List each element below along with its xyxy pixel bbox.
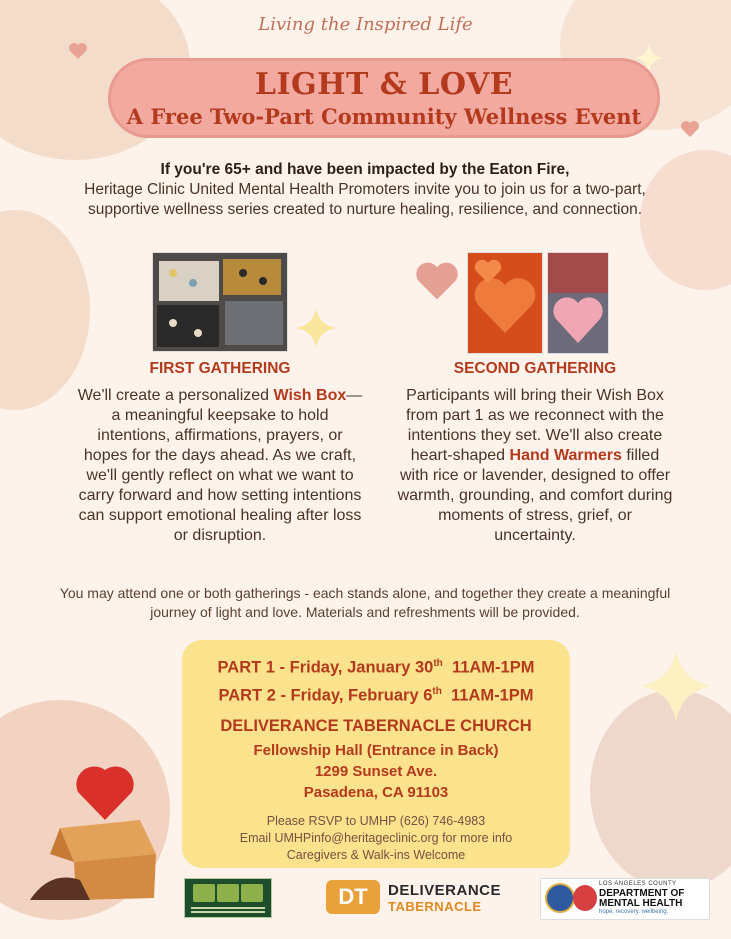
title-banner	[108, 58, 660, 138]
email-line: Email UMHPinfo@heritageclinic.org for more info	[239, 831, 513, 845]
sparkle-icon	[640, 650, 712, 722]
rsvp-line: Please RSVP to UMHP (626) 746-4983	[266, 814, 486, 828]
part-2-time: 11AM-1PM	[451, 686, 534, 704]
first-gathering-title: FIRST GATHERING	[149, 360, 291, 377]
intro-body: Heritage Clinic United Mental Health Promoters invite you to join us for a two-part, supportive wellness series created to nurture healing, resilience, and connection.	[84, 181, 646, 218]
first-gathering-description	[75, 386, 365, 546]
la-county-dmh-logo	[540, 878, 710, 920]
hand-warmer-photo-2	[547, 252, 609, 354]
part-1-time: 11AM-1PM	[451, 658, 535, 677]
heart-icon	[680, 120, 700, 138]
part-1-schedule	[182, 652, 570, 680]
event-title: LIGHT & LOVE	[254, 67, 514, 102]
dmh-line-1: DEPARTMENT OF	[599, 888, 685, 899]
sparkle-icon	[296, 308, 336, 348]
second-gathering-text-2: filled with rice or lavender, designed to offer warmth, grounding, and comfort during moments of stress, grief, or uncertainty.	[397, 447, 673, 544]
part-2-schedule	[182, 680, 570, 708]
second-gathering-description	[396, 386, 674, 546]
deliverance-logo-line-1: DELIVERANCE	[388, 882, 502, 899]
hand-warmers-highlight: Hand Warmers	[509, 447, 622, 464]
venue-hall: Fellowship Hall (Entrance in Back)	[253, 742, 499, 759]
event-details-box	[182, 640, 570, 868]
second-gathering-title: SECOND GATHERING	[453, 360, 617, 377]
intro-lead: If you're 65+ and have been impacted by the Eaton Fire,	[160, 161, 570, 178]
closing-note: You may attend one or both gatherings - each stands alone, and together they create a meaningful journey of light and love. Materials and refreshments will be provided.	[59, 585, 671, 620]
heritage-clinic-logo	[184, 878, 272, 918]
first-gathering-text-1: We'll create a personalized	[77, 387, 270, 404]
venue-city: Pasadena, CA 91103	[303, 784, 449, 801]
tagline: Living the Inspired Life	[258, 14, 473, 35]
bg-blob-left-mid	[0, 210, 90, 410]
church-name: DELIVERANCE TABERNACLE CHURCH	[220, 717, 532, 735]
deliverance-logo-line-2: TABERNACLE	[388, 899, 482, 914]
schedule	[182, 652, 570, 707]
dmh-tagline: hope. recovery. wellbeing.	[599, 909, 669, 915]
venue-street: 1299 Sunset Ave.	[314, 763, 438, 780]
dmh-line-2: MENTAL HEALTH	[599, 898, 683, 909]
dmh-county-text: LOS ANGELES COUNTY	[599, 881, 677, 887]
intro-paragraph	[60, 160, 670, 220]
county-seal-icon	[545, 883, 575, 913]
hand-warmer-photo-1	[467, 252, 543, 354]
wish-box-photo	[152, 252, 288, 352]
wish-box-highlight: Wish Box	[273, 387, 347, 404]
heart-icon	[68, 42, 88, 60]
dmh-seal-icon	[573, 885, 597, 911]
part-2-suffix: th	[432, 685, 442, 697]
welcome-line: Caregivers & Walk-ins Welcome	[286, 848, 466, 862]
event-subtitle: A Free Two-Part Community Wellness Event	[126, 104, 642, 129]
gift-heart-icon	[30, 750, 180, 900]
part-1-label: PART 1 - Friday, January 30	[217, 658, 434, 677]
part-2-label: PART 2 - Friday, February 6	[218, 686, 433, 704]
deliverance-tabernacle-logo-mark: DT	[326, 880, 380, 914]
heart-icon	[414, 260, 460, 302]
first-gathering-text-2: —a meaningful keepsake to hold intentions, affirmations, prayers, or hopes for the days ahead. As we craft, we'll gently reflect on what we want to carry forward and how setting intentions can support emotional healing after loss or disruption.	[78, 387, 363, 544]
second-gathering-text-1: Participants will bring their Wish Box from part 1 as we reconnect with the intentions they set. We'll also create heart-shaped	[406, 387, 664, 464]
part-1-suffix: th	[433, 658, 443, 669]
contact-info	[182, 813, 570, 864]
